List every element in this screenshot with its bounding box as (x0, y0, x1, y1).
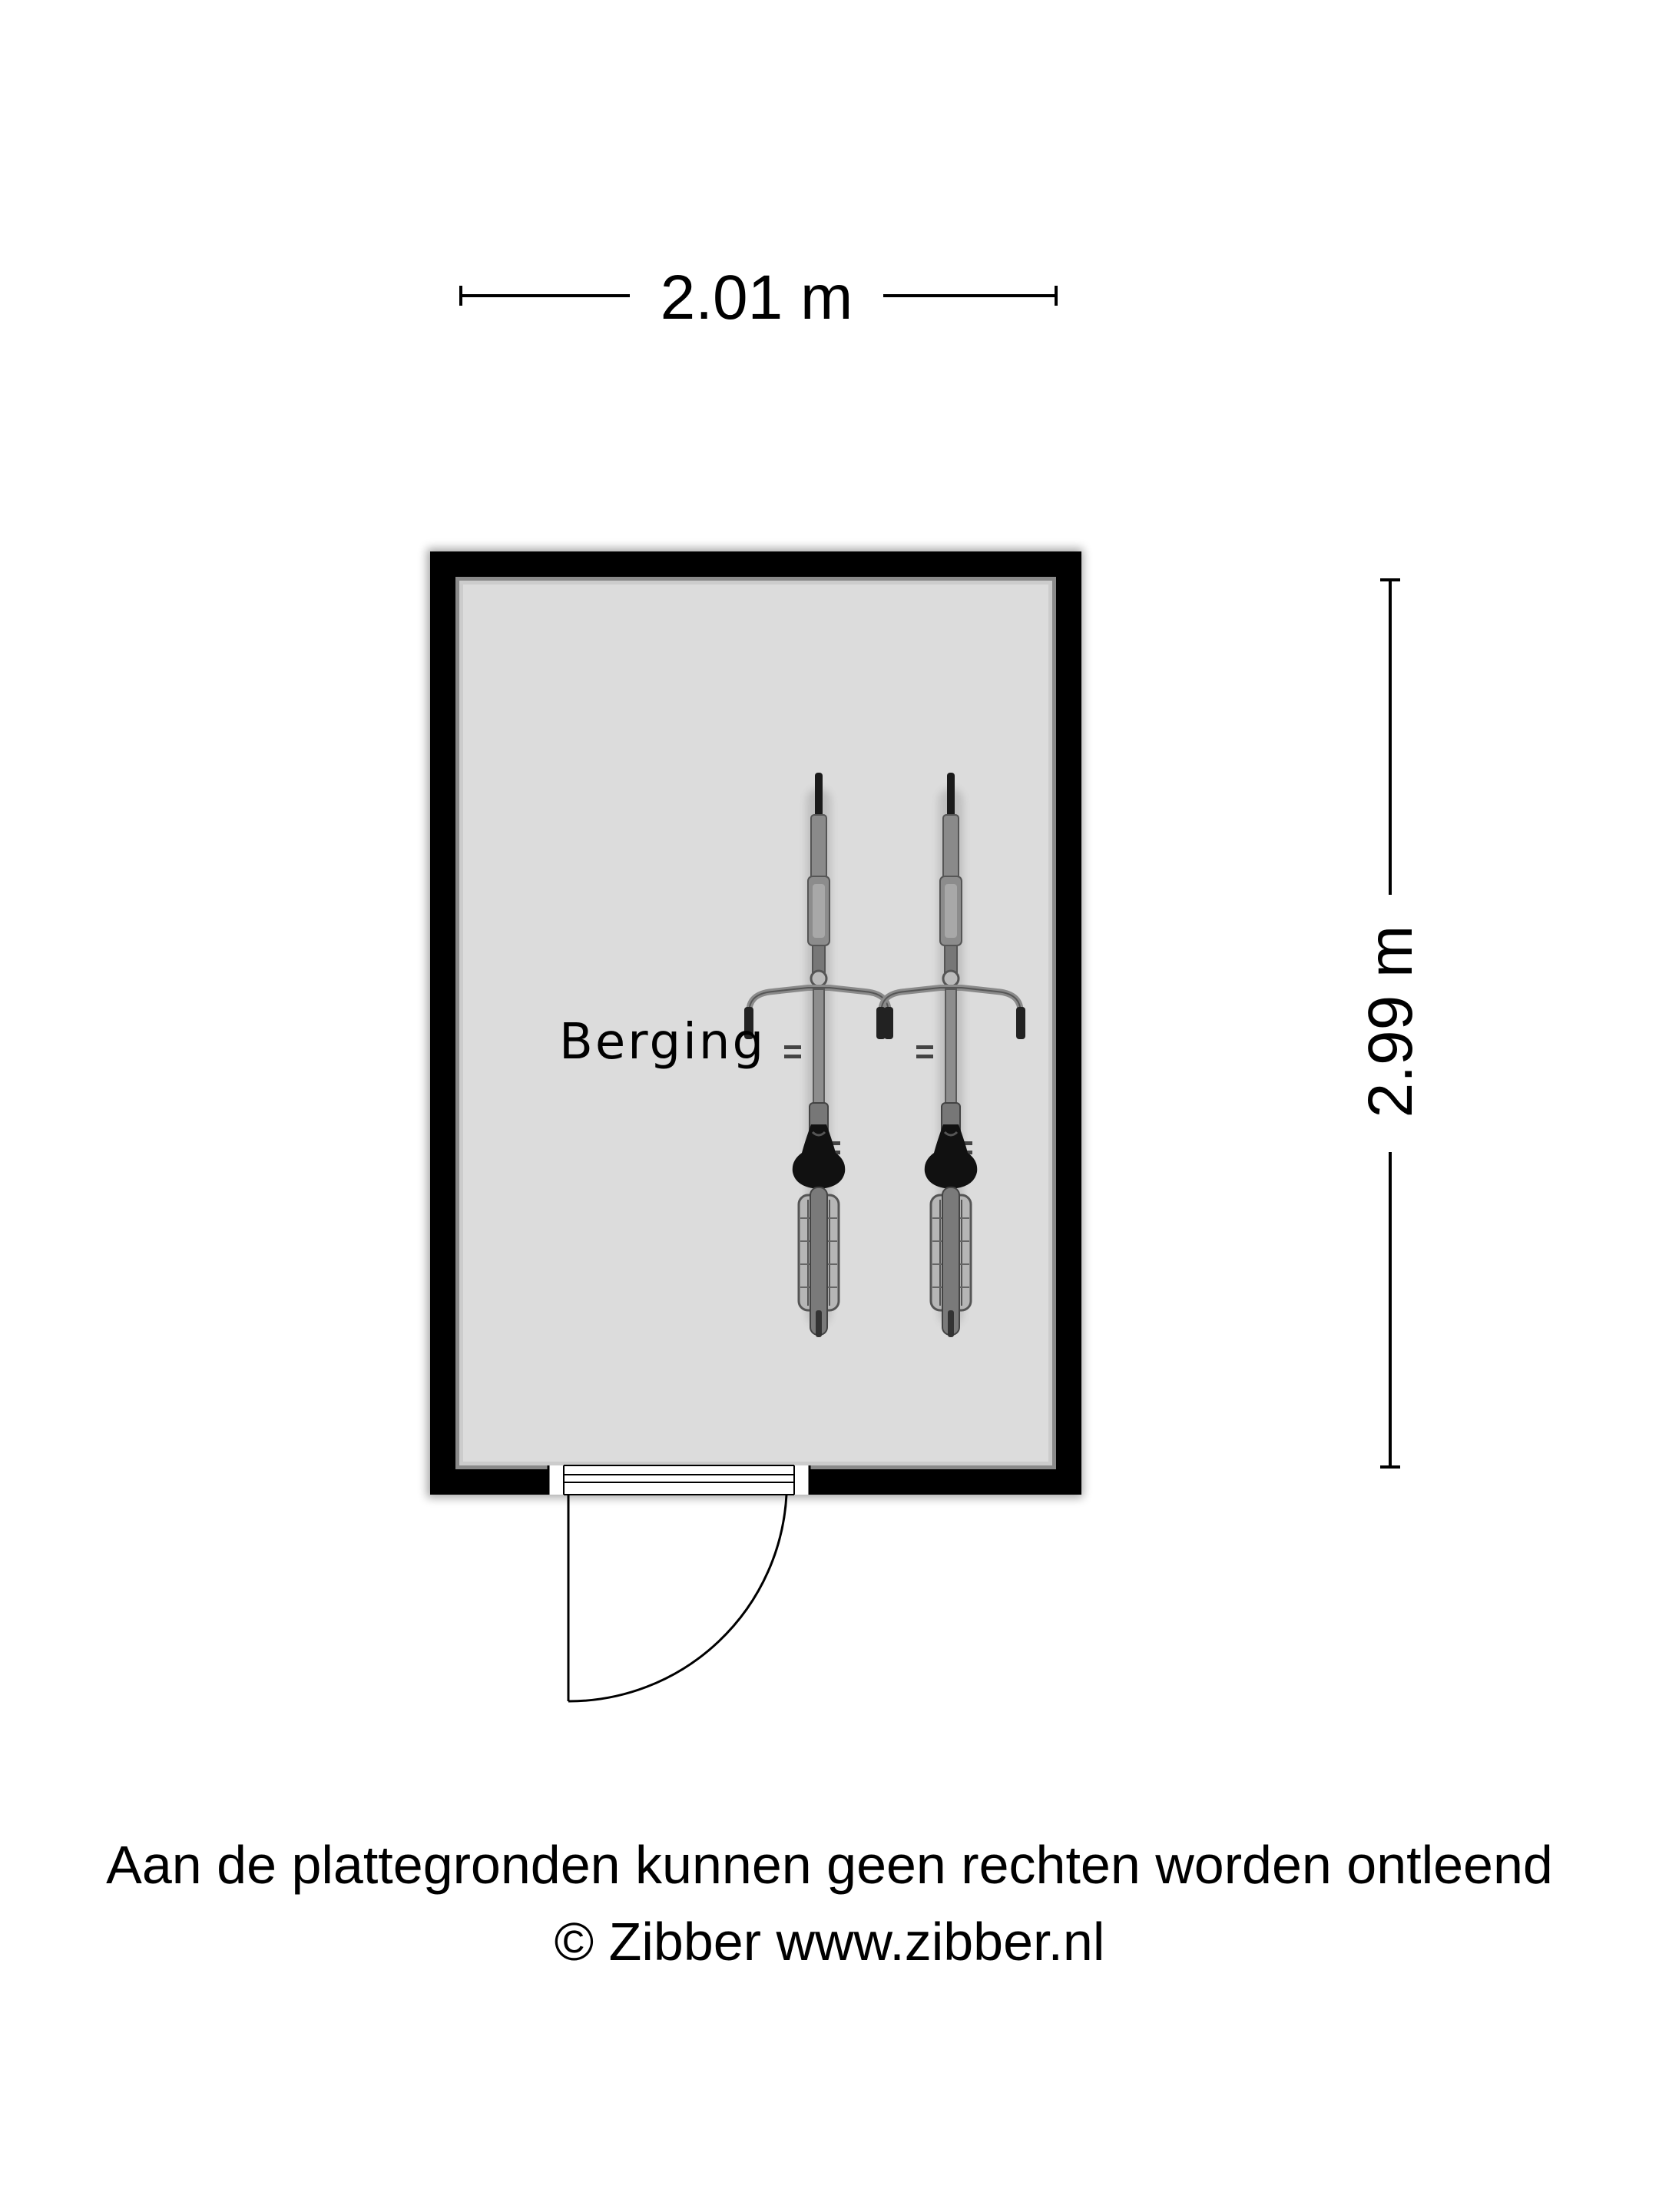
width-dimension (461, 263, 1056, 333)
room-label: Berging (559, 1014, 767, 1071)
door-swing-arc (568, 1495, 786, 1701)
height-dimension (1356, 580, 1426, 1467)
door (548, 1465, 810, 1701)
width-dimension-label: 2.01 m (660, 263, 853, 333)
copyright-text: © Zibber www.zibber.nl (554, 1912, 1105, 1972)
disclaimer-text: Aan de plattegronden kunnen geen rechten worden ontleend (106, 1835, 1553, 1895)
height-dimension-label: 2.99 m (1356, 925, 1426, 1118)
